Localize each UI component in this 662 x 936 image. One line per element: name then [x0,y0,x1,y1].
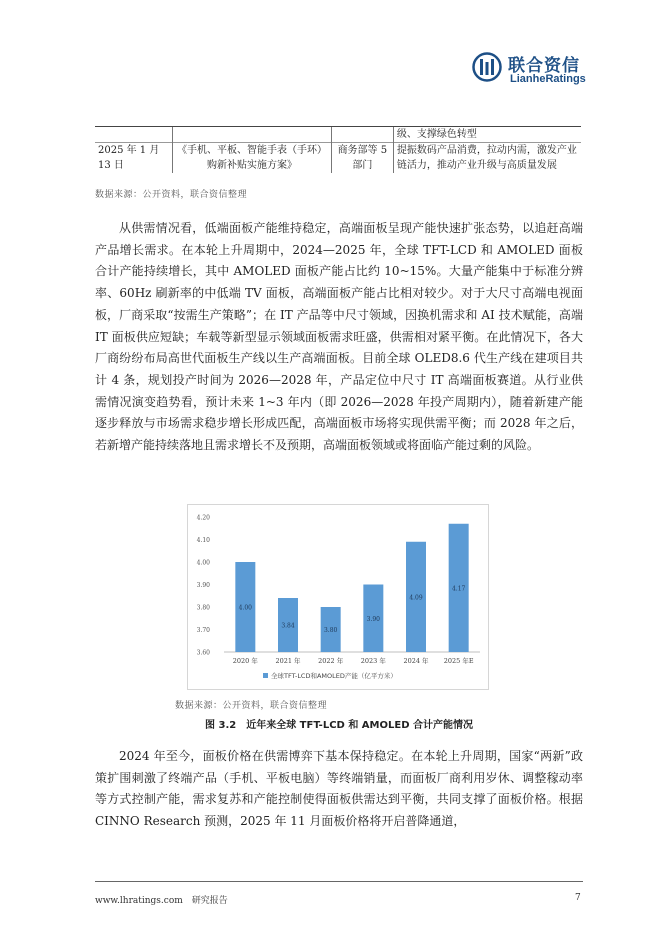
paragraph-panel-price: 2024 年至今，面板价格在供需博弈下基本保持稳定。在本轮上升周期，国家“两新”政策扩围刺激了终端产品（手机、平板电脑）等终端销量，而面板厂商利用岁休、调整稼动率等方式控制产能，需求复苏和产能控制使得面板供需达到平衡，共同支撑了面板价格。根据 CINNO Research 预测，2025 年 11 月面板价格将开启普降通道， [95,749,583,829]
table-cell-date: 2025 年 1 月 13 日 [95,143,173,174]
bar-value-label: 4.00 [238,604,253,612]
y-tick-label: 3.90 [196,582,210,589]
bar-value-label: 3.84 [281,622,295,630]
y-tick-label: 3.70 [196,627,210,634]
footer-site: www.lhratings.com 研究报告 [95,896,228,906]
figure-caption: 图 3.2 近年来全球 TFT-LCD 和 AMOLED 合计产能情况 [205,720,473,731]
bar-value-label: 3.80 [323,627,338,634]
page-number: 7 [575,893,581,903]
footer-divider [95,881,583,882]
y-tick-label: 4.00 [196,559,210,567]
table-cell-issuer: 商务部等 5 部门 [331,143,393,174]
table-source: 数据来源：公开资料，联合资信整理 [95,190,248,200]
bar-value-label: 4.17 [451,585,466,593]
y-tick-label: 4.10 [196,537,210,544]
table-cell [95,127,173,143]
x-tick-label: 2020 年 [232,657,258,665]
table-cell-policy: 《手机、平板、智能手表（手环）购新补贴实施方案》 [173,143,332,174]
lianhe-logo-icon [472,52,502,82]
capacity-chart-svg [188,505,488,689]
x-tick-label: 2024 年 [403,657,429,665]
capacity-chart [187,504,489,690]
table-row [95,127,581,143]
table-cell-content: 级、支撑绿色转型 [393,127,581,143]
table-cell [173,127,332,143]
x-tick-label: 2025 年E [443,657,474,665]
brand-name-cn: 联合资信 [508,56,580,76]
legend-swatch [263,673,268,678]
y-tick-label: 3.60 [196,649,210,657]
x-tick-label: 2021 年 [275,657,301,665]
x-tick-label: 2022 年 [318,657,344,665]
bar-value-label: 3.90 [366,615,381,623]
chart-source: 数据来源：公开资料，联合资信整理 [175,701,328,711]
x-tick-label: 2023 年 [360,657,386,665]
table-row [95,143,581,174]
paragraph-supply-demand: 从供需情况看，低端面板产能维持稳定，高端面板呈现产能快速扩张态势，以追赶高端产品增长需求。在本轮上升周期中，2024—2025 年，全球 TFT-LCD 和 AMOLED 面板合计产能持续增长，其中 AMOLED 面板产能占比约 10~15%。大量产能集中于标准分辨率、60Hz 刷新率的中低端 TV 面板，高端面板产能占比相对较少。对于大尺寸高端电视面板，厂商采取“按需生产策略”；在 IT 产品等中尺寸领域，因换机需求和 AI 技术赋能，高端 IT 面板供应短缺；车载等新型显示领域面板需求旺盛，供需相对紧平衡。在此情况下，各大厂商纷纷布局高世代面板生产线以生产高端面板。目前全球 OLED8.6 代生产线在建项目共计 4 条，规划投产时间为 2026—2028 年，产品定位中尺寸 IT 高端面板赛道。从行业供需情况演变趋势看，预计未来 1~3 年内（即 2026—2028 年投产周期内），随着新建产能逐步释放与市场需求稳步增长形成匹配，高端面板市场将实现供需平衡；而 2028 年之后，若新增产能持续落地且需求增长不及预期，高端面板领域或将面临产能过剩的风险。 [95,221,583,453]
legend-label: 全球TFT-LCD和AMOLED产能（亿平方米） [271,672,397,680]
bar-value-label: 4.09 [409,594,423,602]
y-tick-label: 3.80 [196,604,210,612]
brand-name-en: LianheRatings [510,73,586,85]
table-cell-content: 提振数码产品消费，拉动内需，激发产业链活力，推动产业升级与高质量发展 [393,143,581,174]
table-cell [331,127,393,143]
policy-table [95,126,581,173]
y-tick-label: 4.20 [196,514,210,522]
